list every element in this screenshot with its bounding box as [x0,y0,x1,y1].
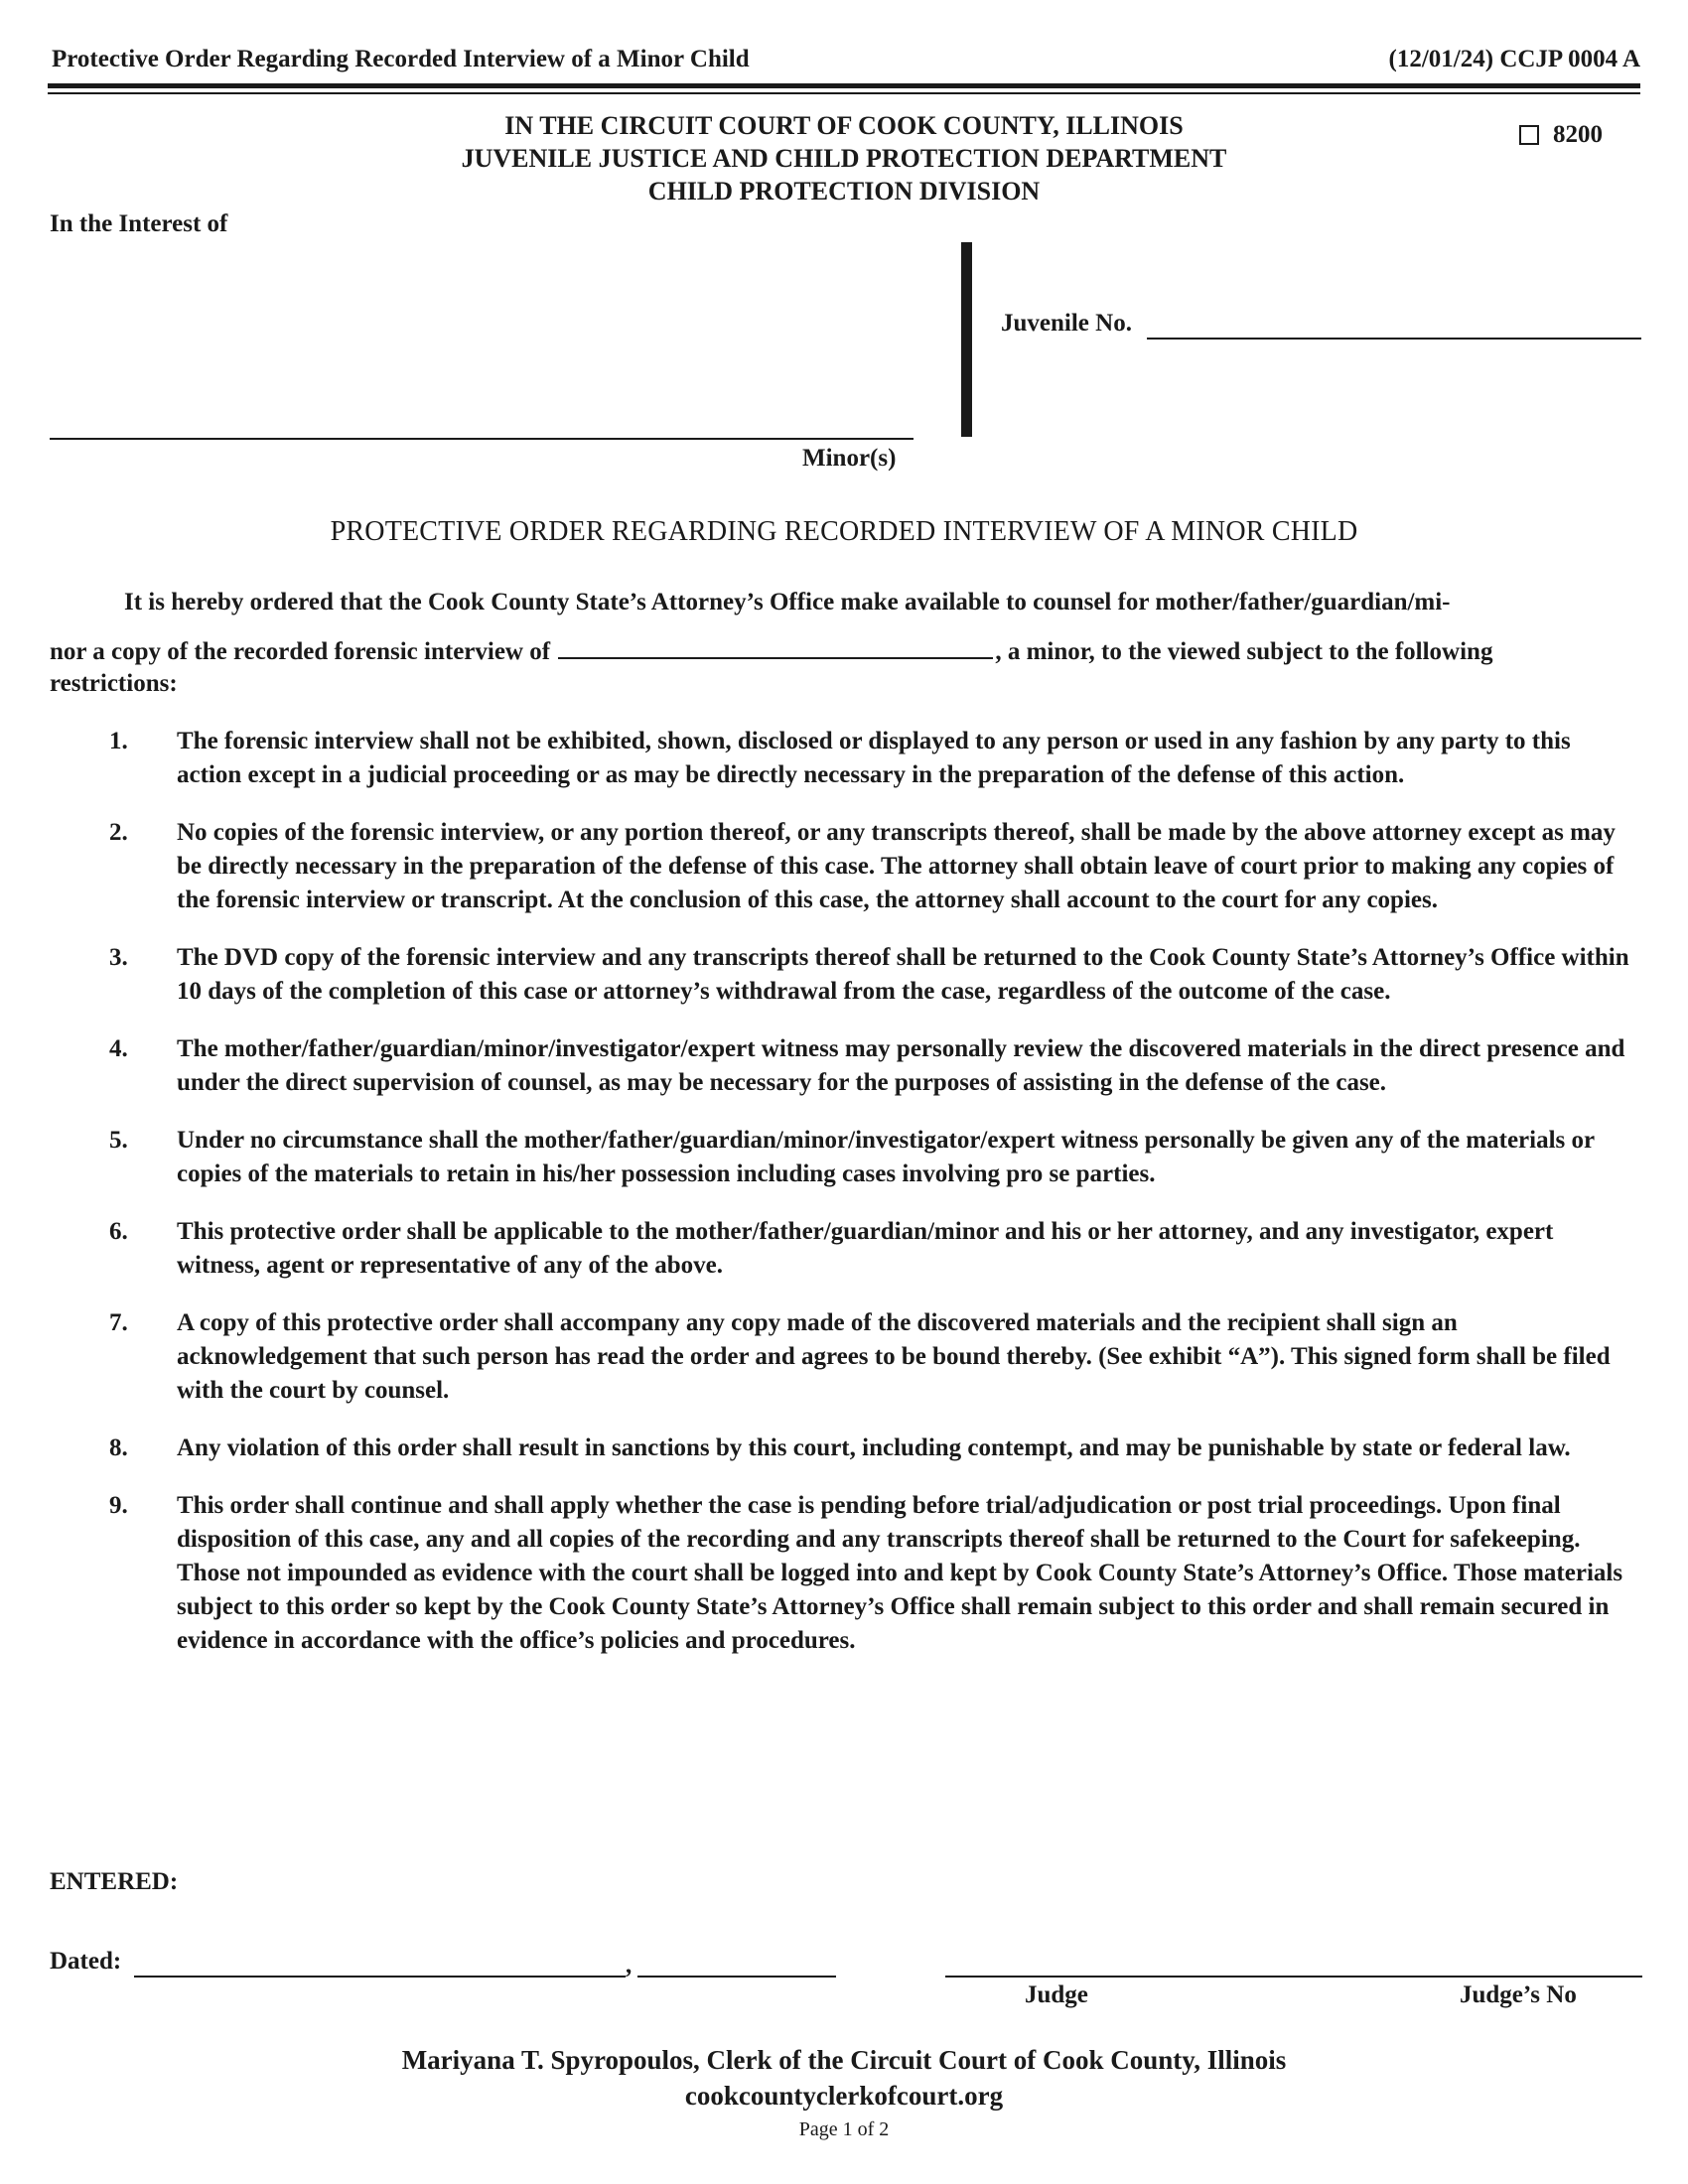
list-item: 4. The mother/father/guardian/minor/investigator/expert witness may personally review the discovered materials in the direct presence and under the direct supervision of counsel, as may be necessary for the purposes of assisting in the defense of the case. [109,1035,1625,1096]
entered-label: ENTERED: [50,1868,179,1895]
interviewee-name-field[interactable] [558,633,993,659]
form-title-header: Protective Order Regarding Recorded Interview of a Minor Child [52,46,750,72]
list-item: 9. This order shall continue and shall apply whether the case is pending before trial/adjudication or post trial proceedings. Upon final disposition of this case, any and all copies of the recording and any transcripts thereof shall be returned to the Court for safekeeping. Those not impounded as evidence with the court shall be logged into and kept by Cook County State’s Attorney’s Office. Those materials subject to this order so kept by the Cook County State’s Attorney’s Office shall remain subject to this order and shall remain secured in evidence in accordance with the office’s policies and procedures. [109,1492,1623,1654]
list-item: 2. No copies of the forensic interview, or any portion thereof, or any transcripts thereof, shall be made by the above attorney except as may be directly necessary in the preparation of the defense of this case. The attorney shall obtain leave of court prior to making any copies of the forensic interview or transcript. At the conclusion of this case, the attorney shall account to the court for any copies. [109,819,1616,913]
court-line-3: CHILD PROTECTION DIVISION [647,177,1041,205]
header-rule-thick [48,83,1640,88]
intro-line-2 [50,633,1638,669]
dated-label: Dated: [50,1948,122,1975]
date-field[interactable] [134,1976,626,1978]
list-item: 1. The forensic interview shall not be exhibited, shown, disclosed or displayed to any person or used in any fashion by any party to this action except in a judicial proceeding or as may be directly necessary in the preparation of the defense of this action. [109,728,1571,788]
date-comma: , [626,1952,633,1979]
order-title: PROTECTIVE ORDER REGARDING RECORDED INTERVIEW OF A MINOR CHILD [330,516,1358,547]
juvenile-no-field[interactable] [1147,338,1641,340]
list-item: 3. The DVD copy of the forensic interview and any transcripts thereof shall be returned to the Cook County State’s Attorney’s Office within 10 days of the completion of this case or attorney’s withdrawal from the case, regardless of the outcome of the case. [109,944,1629,1005]
intro-line-2-after: , a minor, to the viewed subject to the following [995,638,1493,665]
judge-label: Judge [1025,1981,1088,2008]
checkbox-icon[interactable] [1519,125,1539,145]
form-code: (12/01/24) CCJP 0004 A [1388,46,1640,72]
clerk-website: cookcountyclerkofcourt.org [684,2081,1004,2111]
court-heading [397,109,1291,207]
caption-divider [961,242,972,437]
list-item: 8. Any violation of this order shall result in sanctions by this court, including contempt, and may be punishable by state or federal law. [109,1434,1571,1461]
minor-name-field[interactable] [50,438,914,440]
header-rule-thin [48,92,1640,94]
judge-signature-field[interactable] [945,1976,1642,1978]
juvenile-no-label: Juvenile No. [1001,310,1132,337]
in-interest-of-label: In the Interest of [50,210,228,237]
minors-label: Minor(s) [802,445,897,472]
restrictions-list [109,725,1638,1682]
court-line-2: JUVENILE JUSTICE AND CHILD PROTECTION DEPARTMENT [461,144,1227,173]
list-item: 5. Under no circumstance shall the mother/father/guardian/minor/investigator/expert witness personally be given any of the materials or copies of the materials to retain in his/her possession including cases involving pro se parties. [109,1127,1595,1187]
clerk-footer: Mariyana T. Spyropoulos, Clerk of the Circuit Court of Cook County, Illinois [401,2045,1287,2075]
intro-line-2-before: nor a copy of the recorded forensic interview of [50,638,551,665]
intro-line-3: restrictions: [50,670,178,697]
list-item: 7. A copy of this protective order shall accompany any copy made of the discovered materials and the recipient shall sign an acknowledgement that such person has read the order and agrees to be bound thereby. (See exhibit “A”). This signed form shall be filed with the court by counsel. [109,1309,1611,1404]
intro-line-1: It is hereby ordered that the Cook County State’s Attorney’s Office make available to counsel for mother/father/guardian/mi- [124,589,1451,615]
year-field[interactable] [637,1976,836,1978]
list-item: 6. This protective order shall be applicable to the mother/father/guardian/minor and his or her attorney, and any investigator, expert witness, agent or representative of any of the above. [109,1218,1554,1279]
court-line-1: IN THE CIRCUIT COURT OF COOK COUNTY, ILLINOIS [504,111,1184,140]
judges-no-label: Judge’s No [1460,1981,1577,2008]
page-number: Page 1 of 2 [798,2118,890,2140]
checkbox-code: 8200 [1553,121,1603,148]
division-checkbox-8200[interactable] [1519,121,1603,149]
